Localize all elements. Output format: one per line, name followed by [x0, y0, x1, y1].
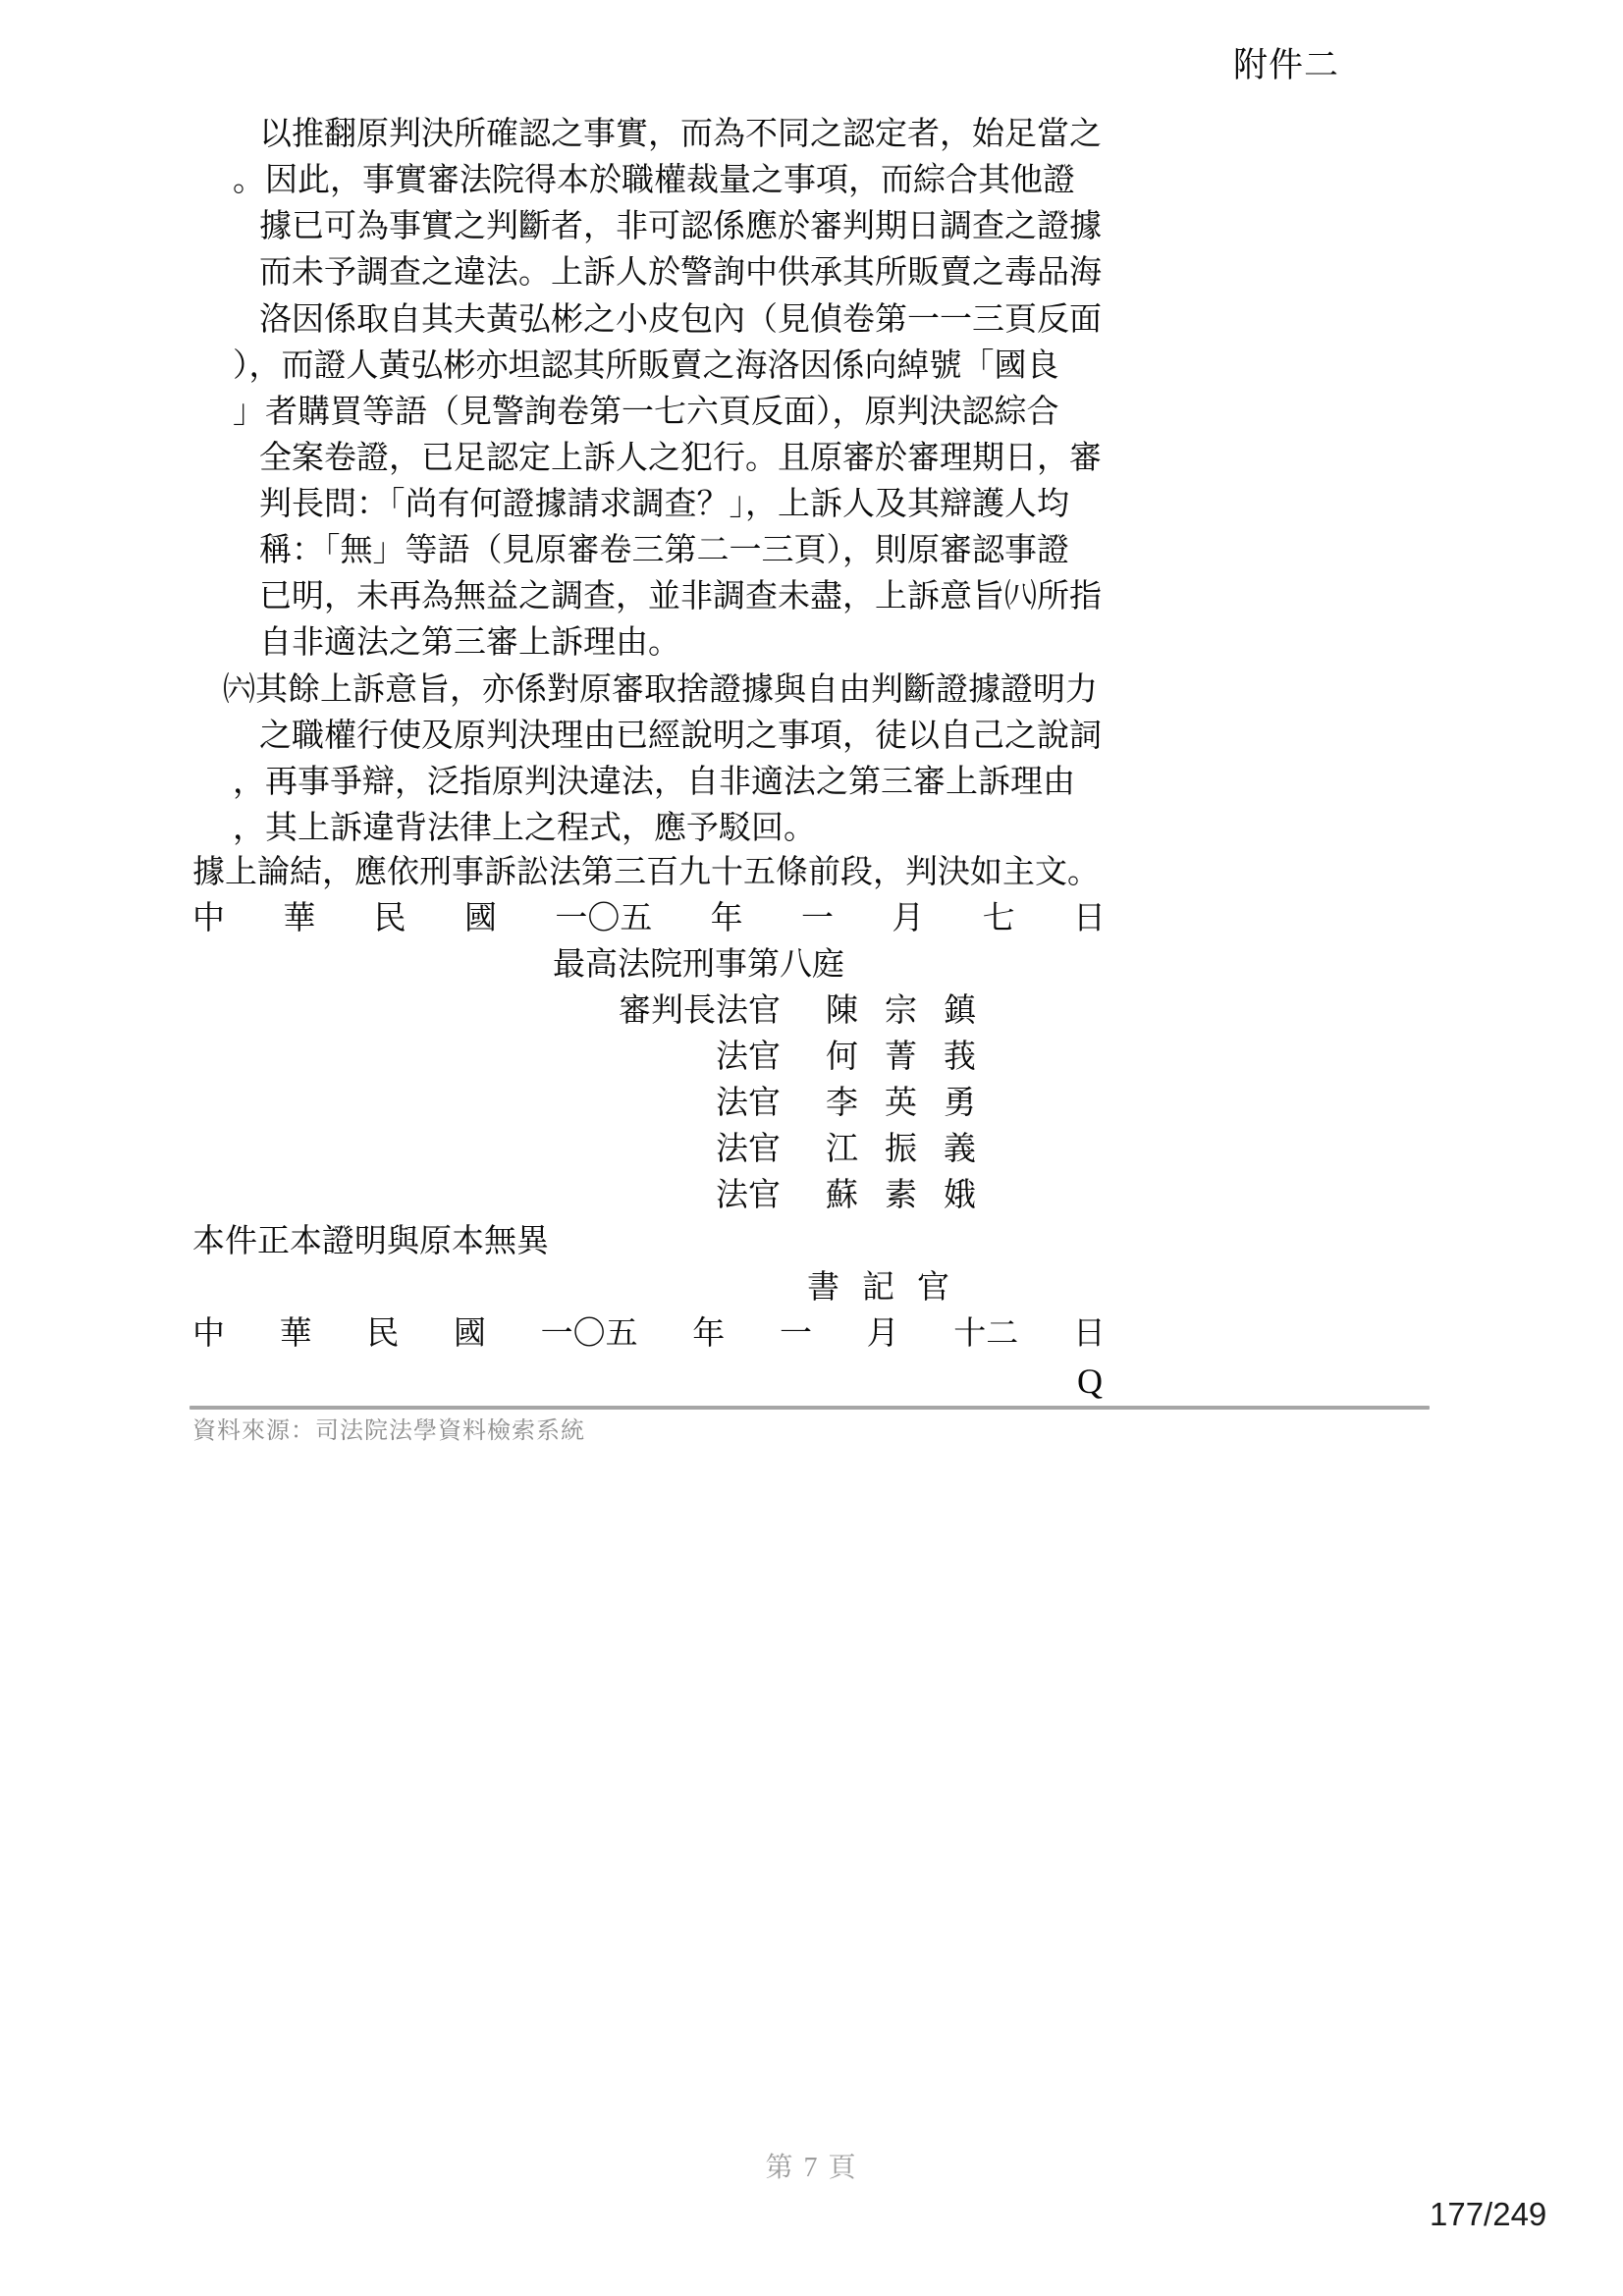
date-part: 月: [892, 901, 925, 936]
judge-row: [619, 1176, 1002, 1215]
judgment-date-line: [192, 899, 1106, 938]
body-line: 之職權行使及原判決理由已經說明之事項，徒以自己之說詞: [259, 719, 1102, 754]
judge-row: [619, 1038, 1002, 1077]
body-line: 」者購買等語（見警詢卷第一七六頁反面），原判決認綜合: [233, 395, 1059, 430]
q-mark: Q: [1077, 1362, 1103, 1401]
body-line: 據已可為事實之判斷者，非可認係應於審判期日調查之證據: [259, 209, 1102, 244]
date-part: 年: [692, 1316, 726, 1352]
judge-role: 法官: [716, 1178, 781, 1213]
page-number-label: 第 7 頁: [765, 2153, 858, 2183]
date-part: 十二: [953, 1316, 1019, 1352]
date-part: 華: [283, 901, 316, 936]
date-part: 中: [192, 1316, 225, 1352]
body-line: 全案卷證，已足認定上訴人之犯行。且原審於審理期日，審: [259, 441, 1102, 476]
certification-line: 本件正本證明與原本無異: [192, 1224, 549, 1259]
service-date-line: [192, 1314, 1106, 1354]
date-part: 民: [366, 1316, 400, 1352]
body-line: 以推翻原判決所確認之事實，而為不同之認定者，始足當之: [259, 117, 1102, 152]
date-part: 中: [192, 901, 225, 936]
source-divider: [189, 1406, 1430, 1410]
body-line: ，其上訴違背法律上之程式，應予駁回。: [233, 811, 816, 846]
body-line: ），而證人黃弘彬亦坦認其所販賣之海洛因係向綽號「國良: [233, 348, 1059, 384]
judge-row: [619, 991, 1002, 1031]
judge-name: 李英勇: [826, 1086, 1002, 1121]
attachment-label: 附件二: [1233, 46, 1340, 84]
date-part: 華: [279, 1316, 312, 1352]
date-part: 日: [1072, 1316, 1106, 1352]
date-part: 民: [373, 901, 406, 936]
date-part: 一〇五: [555, 901, 653, 936]
judge-row: [619, 1130, 1002, 1169]
body-line: 已明，未再為無益之調查，並非調查未盡，上訴意旨㈧所指: [259, 579, 1102, 614]
date-part: 一: [779, 1316, 812, 1352]
date-part: 國: [463, 901, 497, 936]
body-line: 而未予調查之違法。上訴人於警詢中供承其所販賣之毒品海: [259, 255, 1102, 291]
date-part: 七: [982, 901, 1015, 936]
source-line: 資料來源：司法院法學資料檢索系統: [192, 1418, 585, 1444]
judge-name: 江振義: [826, 1132, 1002, 1167]
judge-name: 蘇素娥: [826, 1178, 1002, 1213]
date-part: 國: [453, 1316, 486, 1352]
judge-name: 陳宗鎮: [826, 993, 1002, 1029]
date-part: 日: [1072, 901, 1106, 936]
conclusion-line: 據上論結，應依刑事訴訟法第三百九十五條前段，判決如主文。: [192, 855, 1100, 890]
body-line: ，再事爭辯，泛指原判決違法，自非適法之第三審上訴理由: [233, 765, 1075, 800]
date-part: 月: [866, 1316, 899, 1352]
date-part: 一: [800, 901, 834, 936]
body-line: 洛因係取自其夫黃弘彬之小皮包內（見偵卷第一一三頁反面: [259, 302, 1102, 338]
body-line: 自非適法之第三審上訴理由。: [259, 625, 680, 661]
page-position-indicator: 177/249: [1430, 2196, 1547, 2232]
body-line: 稱：「無」等語（見原審卷三第二一三頁），則原審認事證: [259, 533, 1069, 568]
judge-row: [619, 1084, 1002, 1123]
judge-role: 法官: [716, 1132, 781, 1167]
court-name: 最高法院刑事第八庭: [553, 947, 844, 983]
judge-name: 何菁莪: [826, 1040, 1002, 1075]
date-part: 一〇五: [540, 1316, 638, 1352]
body-line-item: ㈥其餘上訴意旨，亦係對原審取捨證據與自由判斷證據證明力: [223, 672, 1098, 708]
date-part: 年: [710, 901, 743, 936]
clerk-label: 書記官: [807, 1270, 972, 1306]
body-line: 判長問：「尚有何證據請求調查？」，上訴人及其辯護人均: [259, 487, 1069, 522]
judge-role: 法官: [716, 1086, 781, 1121]
body-line: 。因此，事實審法院得本於職權裁量之事項，而綜合其他證: [233, 163, 1075, 198]
judge-role: 法官: [716, 1040, 781, 1075]
judge-role: 審判長法官: [619, 993, 781, 1029]
